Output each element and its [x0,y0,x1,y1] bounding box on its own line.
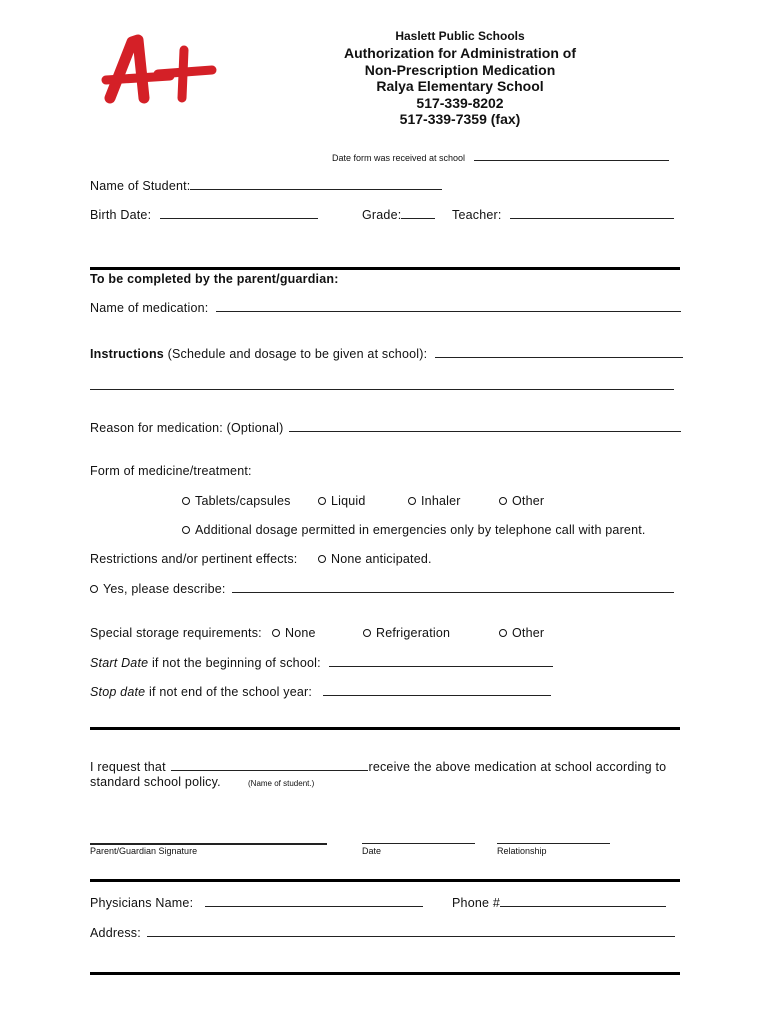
reason-label: Reason for medication: (Optional) [90,421,284,435]
start-date-row [90,656,553,670]
start-date-label-rest: if not the beginning of school: [148,656,321,670]
storage-option-refrigeration-label: Refrigeration [376,626,451,640]
date-received-row [332,153,669,163]
section-divider [90,972,680,975]
form-title-line1: Authorization for Administration of [343,45,576,61]
form-option-liquid-label: Liquid [331,494,366,508]
section-divider [90,879,680,882]
stop-date-row [90,685,551,699]
school-name: Ralya Elementary School [376,78,544,94]
emergency-option[interactable] [182,523,646,537]
form-option-other-label: Other [512,494,545,508]
grade-field[interactable] [401,218,435,219]
storage-label: Special storage requirements: [90,626,262,640]
storage-option-other[interactable] [499,626,544,640]
parent-section-heading: To be completed by the parent/guardian: [90,272,339,286]
checkbox-circle-icon[interactable] [182,526,190,534]
grade-label: Grade: [362,208,402,222]
stop-date-field[interactable] [323,695,551,696]
request-row [90,760,666,774]
date-received-field[interactable] [474,160,669,161]
form-option-tablets[interactable] [182,494,291,508]
request-student-field[interactable] [171,770,368,771]
physician-phone-row [452,896,666,910]
date-received-label: Date form was received at school [332,153,466,163]
checkbox-circle-icon[interactable] [363,629,371,637]
form-option-inhaler-label: Inhaler [421,494,461,508]
physician-address-field[interactable] [147,936,675,937]
a-plus-logo [100,32,225,112]
instructions-label-rest: (Schedule and dosage to be given at school): [163,347,428,361]
parent-signature-field[interactable] [90,843,327,845]
request-line2: standard school policy. [90,775,221,789]
relationship-field[interactable] [497,843,610,844]
birth-date-field[interactable] [160,218,318,219]
teacher-row [452,208,674,222]
checkbox-circle-icon[interactable] [408,497,416,505]
request-suffix: receive the above medication at school according to [368,760,667,774]
relationship-label: Relationship [497,846,547,856]
medication-label: Name of medication: [90,301,209,315]
emergency-option-label: Additional dosage permitted in emergencies only by telephone call with parent. [195,523,646,537]
section-divider [90,727,680,730]
request-prefix: I request that [90,760,166,774]
storage-option-other-label: Other [512,626,545,640]
medication-row [90,301,681,315]
form-option-inhaler[interactable] [408,494,461,508]
request-note: (Name of student.) [248,779,315,788]
student-name-row [90,179,442,193]
physician-phone-label: Phone # [452,896,500,910]
medication-field[interactable] [216,311,681,312]
birth-date-label: Birth Date: [90,208,152,222]
storage-option-refrigeration[interactable] [363,626,450,640]
stop-date-label-rest: if not end of the school year: [145,685,313,699]
instructions-label-bold: Instructions [90,347,164,361]
section-divider [90,267,680,270]
birth-date-row [90,208,318,222]
none-anticipated-label: None anticipated. [331,552,432,566]
form-option-liquid[interactable] [318,494,366,508]
form-option-other[interactable] [499,494,544,508]
grade-row [362,208,435,222]
physician-address-label: Address: [90,926,141,940]
form-label: Form of medicine/treatment: [90,464,252,478]
physician-name-label: Physicians Name: [90,896,194,910]
checkbox-circle-icon[interactable] [318,555,326,563]
yes-describe-field[interactable] [232,592,674,593]
reason-row [90,421,681,435]
checkbox-circle-icon[interactable] [499,629,507,637]
school-phone: 517-339-8202 [416,94,504,111]
physician-name-row [90,896,423,910]
instructions-field[interactable] [435,357,683,358]
student-name-field[interactable] [190,189,442,190]
school-fax: 517-339-7359 (fax) [399,111,521,127]
physician-name-field[interactable] [205,906,423,907]
physician-address-row [90,926,675,940]
restrictions-label: Restrictions and/or pertinent effects: [90,552,298,566]
parent-signature-label: Parent/Guardian Signature [90,846,198,856]
none-anticipated-option[interactable] [318,552,432,566]
stop-date-label-italic: Stop date [90,685,146,699]
instructions-field-line2[interactable] [90,389,674,390]
storage-option-none[interactable] [272,626,316,640]
checkbox-circle-icon[interactable] [318,497,326,505]
checkbox-circle-icon[interactable] [90,585,98,593]
checkbox-circle-icon[interactable] [272,629,280,637]
storage-option-none-label: None [285,626,316,640]
student-name-label: Name of Student: [90,179,191,193]
signature-date-field[interactable] [362,843,475,844]
teacher-label: Teacher: [452,208,502,222]
signature-date-label: Date [362,846,382,856]
form-option-tablets-label: Tablets/capsules [195,494,291,508]
yes-describe-row [90,582,674,596]
teacher-field[interactable] [510,218,674,219]
checkbox-circle-icon[interactable] [182,497,190,505]
header-block [330,29,590,128]
form-title-line2: Non-Prescription Medication [364,61,556,78]
physician-phone-field[interactable] [500,906,666,907]
district-name: Haslett Public Schools [395,29,525,43]
instructions-row [90,347,683,361]
start-date-field[interactable] [329,666,553,667]
yes-describe-label: Yes, please describe: [103,582,226,596]
start-date-label-italic: Start Date [90,656,149,670]
reason-field[interactable] [289,431,681,432]
checkbox-circle-icon[interactable] [499,497,507,505]
